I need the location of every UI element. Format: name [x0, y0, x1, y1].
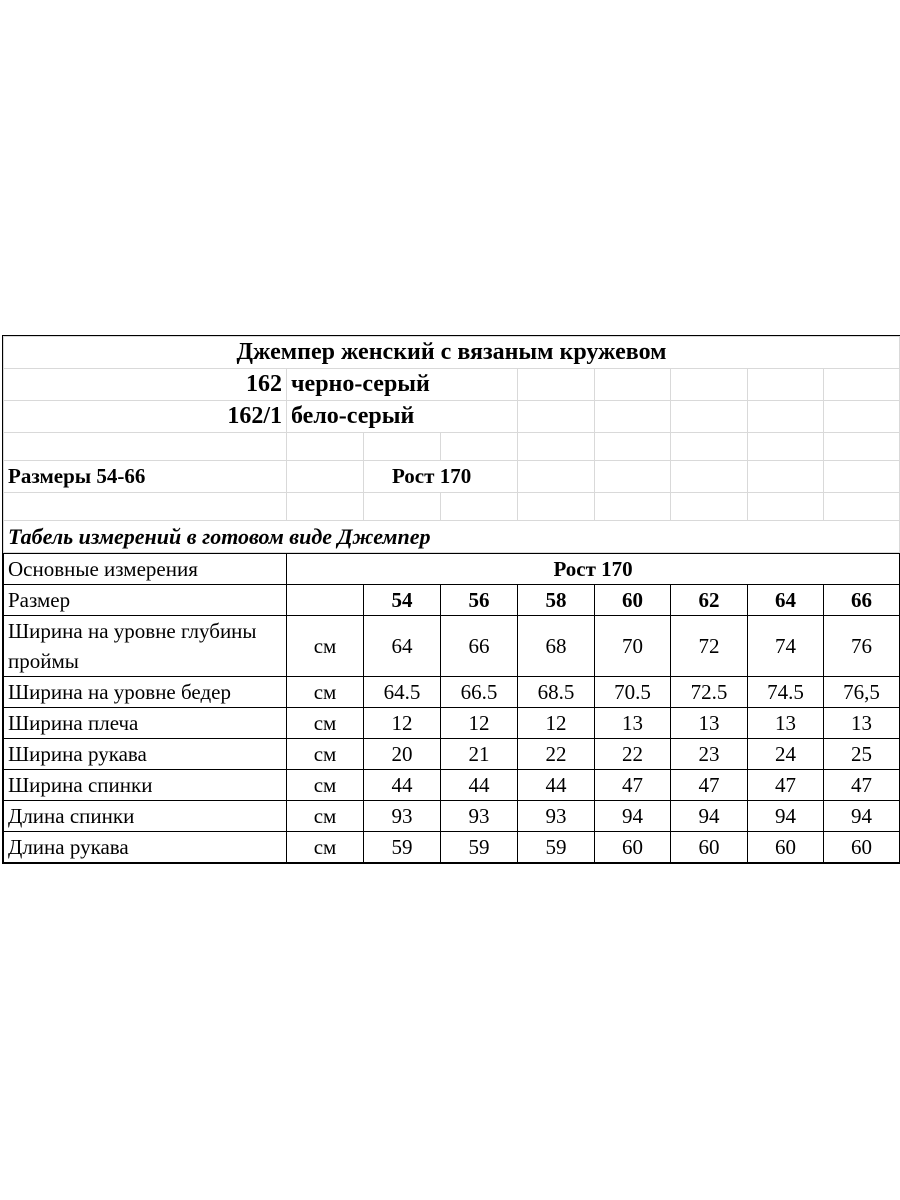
- table-caption: Табель измерений в готовом виде Джемпер: [4, 521, 900, 553]
- value-cell: 59: [364, 832, 441, 863]
- value-cell: 70: [595, 616, 671, 677]
- value-cell: 94: [671, 801, 748, 832]
- value-cell: 12: [518, 708, 595, 739]
- measurement-label: Ширина на уровне глубины проймы: [4, 616, 287, 677]
- value-cell: 72: [671, 616, 748, 677]
- unit-cell: см: [287, 708, 364, 739]
- value-cell: 47: [671, 770, 748, 801]
- value-cell: 13: [748, 708, 824, 739]
- size-header-row: [4, 585, 900, 616]
- value-cell: 72.5: [671, 677, 748, 708]
- unit-cell: см: [287, 616, 364, 677]
- value-cell: 74: [748, 616, 824, 677]
- value-cell: 60: [671, 832, 748, 863]
- height-label: Рост 170: [364, 461, 518, 493]
- value-cell: 70.5: [595, 677, 671, 708]
- value-cell: 21: [441, 739, 518, 770]
- measurement-label: Длина спинки: [4, 801, 287, 832]
- variant-code-1: 162: [4, 369, 287, 401]
- value-cell: 76,5: [824, 677, 900, 708]
- product-title: Джемпер женский с вязаным кружевом: [4, 337, 900, 369]
- table-row: [4, 770, 900, 801]
- size-cell: 66: [824, 585, 900, 616]
- value-cell: 13: [671, 708, 748, 739]
- group-value: Рост 170: [287, 554, 900, 585]
- value-cell: 12: [441, 708, 518, 739]
- table-row: [4, 677, 900, 708]
- value-cell: 94: [824, 801, 900, 832]
- sizes-label: Размеры 54-66: [4, 461, 287, 493]
- table-row: [4, 832, 900, 863]
- table-row: [4, 708, 900, 739]
- group-label: Основные измерения: [4, 554, 287, 585]
- value-cell: 44: [364, 770, 441, 801]
- unit-cell: см: [287, 770, 364, 801]
- value-cell: 66: [441, 616, 518, 677]
- value-cell: 64.5: [364, 677, 441, 708]
- value-cell: 94: [595, 801, 671, 832]
- value-cell: 74.5: [748, 677, 824, 708]
- measurement-label: Ширина спинки: [4, 770, 287, 801]
- table-row: [4, 801, 900, 832]
- value-cell: 23: [671, 739, 748, 770]
- size-cell: 56: [441, 585, 518, 616]
- unit-cell: см: [287, 832, 364, 863]
- unit-cell: см: [287, 801, 364, 832]
- table-row: [4, 739, 900, 770]
- value-cell: 59: [441, 832, 518, 863]
- value-cell: 22: [518, 739, 595, 770]
- value-cell: 44: [441, 770, 518, 801]
- value-cell: 47: [595, 770, 671, 801]
- value-cell: 25: [824, 739, 900, 770]
- variant-color-1: черно-серый: [287, 369, 518, 401]
- value-cell: 60: [748, 832, 824, 863]
- value-cell: 47: [824, 770, 900, 801]
- value-cell: 60: [824, 832, 900, 863]
- measurement-label: Ширина рукава: [4, 739, 287, 770]
- value-cell: 93: [364, 801, 441, 832]
- value-cell: 68: [518, 616, 595, 677]
- value-cell: 64: [364, 616, 441, 677]
- value-cell: 13: [595, 708, 671, 739]
- measurement-label: Ширина на уровне бедер: [4, 677, 287, 708]
- size-row-label: Размер: [4, 585, 287, 616]
- size-cell: 58: [518, 585, 595, 616]
- header-grid: [3, 336, 900, 553]
- value-cell: 93: [518, 801, 595, 832]
- value-cell: 47: [748, 770, 824, 801]
- size-cell: 64: [748, 585, 824, 616]
- measurements-table: [3, 553, 900, 863]
- value-cell: 76: [824, 616, 900, 677]
- value-cell: 24: [748, 739, 824, 770]
- value-cell: 44: [518, 770, 595, 801]
- measurement-label: Ширина плеча: [4, 708, 287, 739]
- value-cell: 59: [518, 832, 595, 863]
- value-cell: 12: [364, 708, 441, 739]
- measurement-label: Длина рукава: [4, 832, 287, 863]
- value-cell: 68.5: [518, 677, 595, 708]
- value-cell: 66.5: [441, 677, 518, 708]
- value-cell: 93: [441, 801, 518, 832]
- measurement-sheet: [2, 335, 900, 864]
- value-cell: 20: [364, 739, 441, 770]
- value-cell: 60: [595, 832, 671, 863]
- size-cell: 60: [595, 585, 671, 616]
- measurement-rows: [4, 616, 900, 863]
- value-cell: 13: [824, 708, 900, 739]
- variant-code-2: 162/1: [4, 401, 287, 433]
- value-cell: 94: [748, 801, 824, 832]
- unit-header-cell: [287, 585, 364, 616]
- value-cell: 22: [595, 739, 671, 770]
- table-row: [4, 616, 900, 677]
- size-cell: 54: [364, 585, 441, 616]
- group-header-row: [4, 554, 900, 585]
- variant-color-2: бело-серый: [287, 401, 518, 433]
- size-cell: 62: [671, 585, 748, 616]
- unit-cell: см: [287, 677, 364, 708]
- unit-cell: см: [287, 739, 364, 770]
